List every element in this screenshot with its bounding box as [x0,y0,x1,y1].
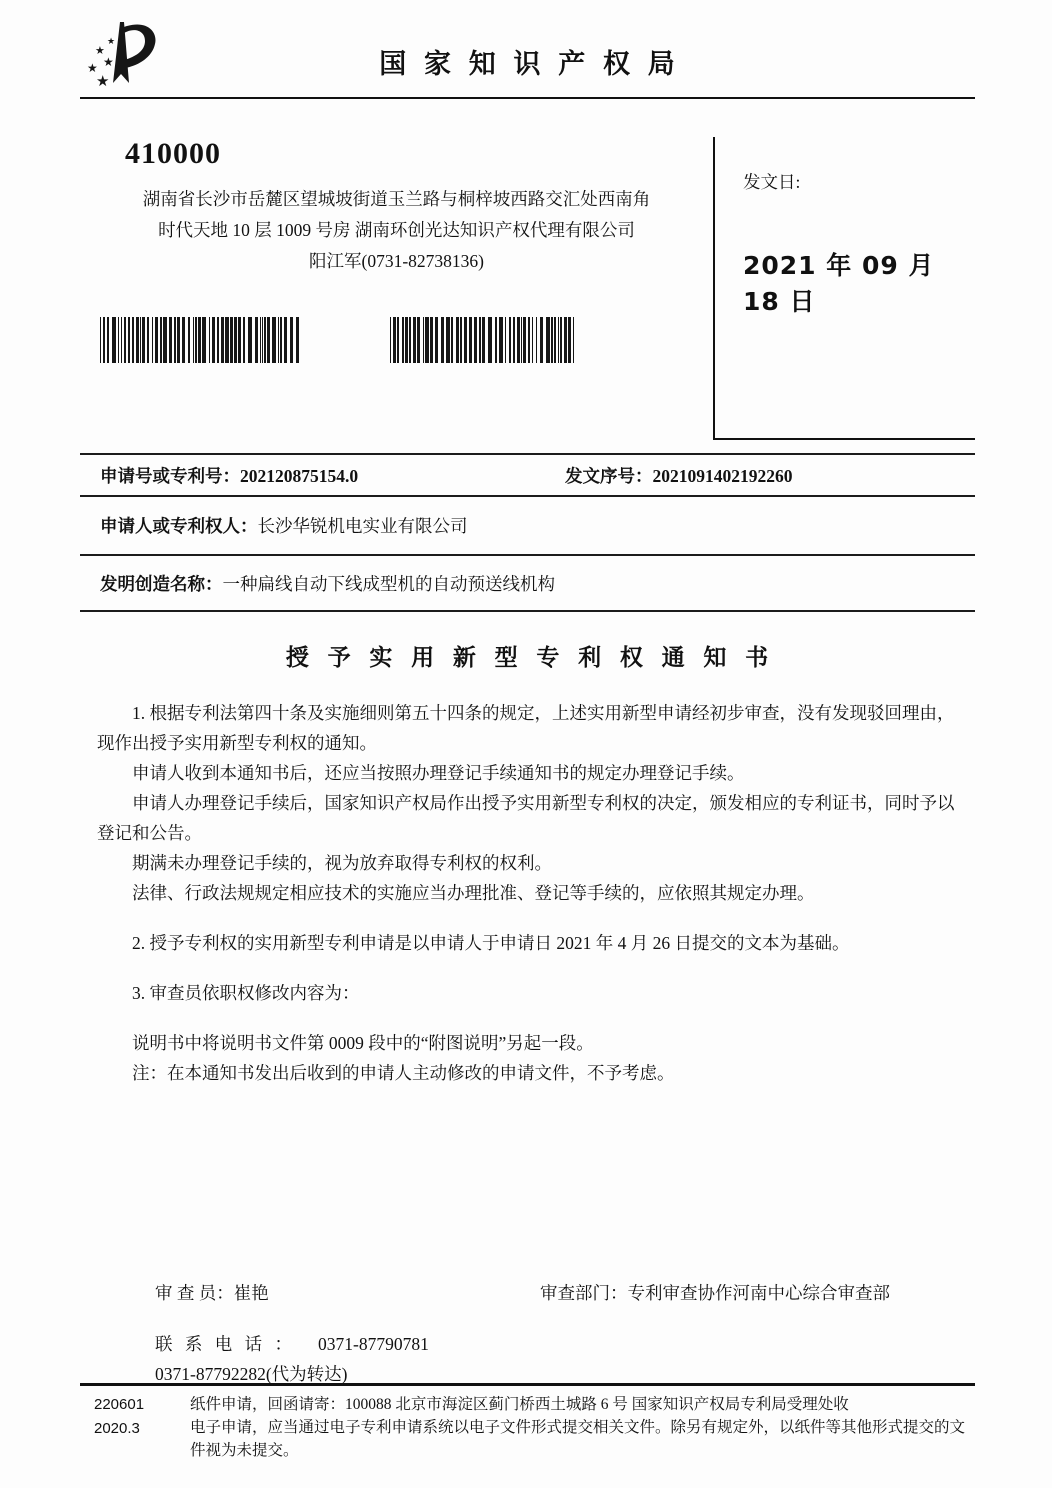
examiner-label: 审 查 员： [155,1283,234,1303]
recipient-address [80,184,713,277]
agency-title: 国 家 知 识 产 权 局 [379,49,676,79]
footer-notes [190,1393,975,1462]
notice-paragraph: 说明书中将说明书文件第 0009 段中的“附图说明”另起一段。 [132,1033,594,1053]
notice-paragraph: 法律、行政法规规定相应技术的实施应当办理批准、登记等手续的，应依照其规定办理。 [132,883,815,903]
review-block [80,1280,975,1386]
notice-paragraph: 2. 授予专利权的实用新型专利申请是以申请人于申请日 2021 年 4 月 26 日提交的文本为基础。 [132,933,850,953]
efiling-note: 电子申请，应当通过电子专利申请系统以电子文件形式提交相关文件。除另有规定外，以纸件等其他形式提交的文件视为未提交。 [190,1419,966,1459]
dispatch-date-label: 发文日: [743,172,801,192]
dispatch-number-value: 2021091402192260 [652,465,793,486]
barcode [100,317,300,363]
examiner-cell [155,1283,269,1303]
notice-paragraph: 注：在本通知书发出后收到的申请人主动修改的申请文件，不予考虑。 [132,1063,675,1083]
top-section [80,137,975,440]
document-header [80,0,975,99]
notice-paragraph: 1. 根据专利法第四十条及实施细则第五十四条的规定，上述实用新型申请经初步审查，没有发现驳回理由，现作出授予实用新型专利权的通知。 [97,703,955,753]
recipient-block [80,137,713,363]
applicant-row [80,497,975,556]
notice-title: 授 予 实 用 新 型 专 利 权 通 知 书 [285,645,770,670]
paper-filing-note: 纸件申请，回函请寄：100088 北京市海淀区蓟门桥西土城路 6 号 国家知识产权局专利局受理处收 [190,1396,849,1413]
svg-text:★: ★ [96,74,110,90]
notice-paragraph: 3. 审查员依职权修改内容为： [132,983,360,1003]
contact-phone-row [80,1331,975,1356]
department-cell [540,1280,890,1305]
invention-name-row [80,556,975,612]
form-code-block [80,1393,190,1462]
dispatch-number-label: 发文序号： [565,465,653,486]
address-line: 湖南省长沙市岳麓区望城坡街道玉兰路与桐梓坡西路交汇处西南角 [142,189,651,209]
contact-phone-primary: 0371-87790781 [318,1334,429,1354]
invention-name-label: 发明创造名称： [100,573,223,594]
notice-paragraph: 期满未办理登记手续的，视为放弃取得专利权的权利。 [132,853,552,873]
notice-paragraph: 申请人收到本通知书后，还应当按照办理登记手续通知书的规定办理登记手续。 [132,763,745,783]
form-version: 2020.3 [94,1420,140,1437]
application-number-row [80,455,975,497]
application-number-value: 202120875154.0 [240,465,359,486]
notice-paragraph: 申请人办理登记手续后，国家知识产权局作出授予实用新型专利权的决定，颁发相应的专利证书，同时予以登记和公告。 [97,793,955,843]
applicant-label: 申请人或专利权人： [100,516,258,536]
form-code: 220601 [94,1396,145,1413]
department-label: 审查部门： [540,1283,628,1303]
application-number-cell [100,463,565,488]
examiner-row [80,1280,975,1305]
contact-phone-label: 联 系 电 话 ： [155,1334,292,1354]
examiner-name: 崔艳 [233,1283,269,1303]
address-line: 时代天地 10 层 1009 号房 湖南环创光达知识产权代理有限公司 [158,220,635,240]
svg-text:★: ★ [103,55,114,69]
department-name: 专利审查协作河南中心综合审查部 [627,1283,890,1303]
dispatch-number-cell [565,463,793,488]
notice-body [97,698,965,1088]
barcode-row [100,317,713,363]
dispatch-date-value: 2021 年 09 月 18 日 [743,251,935,316]
barcode [390,317,578,363]
document-footer [80,1383,975,1462]
invention-name-value: 一种扁线自动下线成型机的自动预送线机构 [222,573,555,594]
svg-text:★: ★ [95,45,105,57]
svg-text:★: ★ [107,36,116,46]
contact-phone-secondary: 0371-87792282(代为转达) [155,1364,348,1384]
postal-code: 410000 [125,137,221,170]
dispatch-date-box [713,137,975,440]
application-number-label: 申请号或专利号： [100,465,240,486]
address-line: 阳江军(0731-82738136) [309,251,484,271]
svg-text:★: ★ [87,61,98,75]
applicant-value: 长沙华锐机电实业有限公司 [257,516,468,536]
